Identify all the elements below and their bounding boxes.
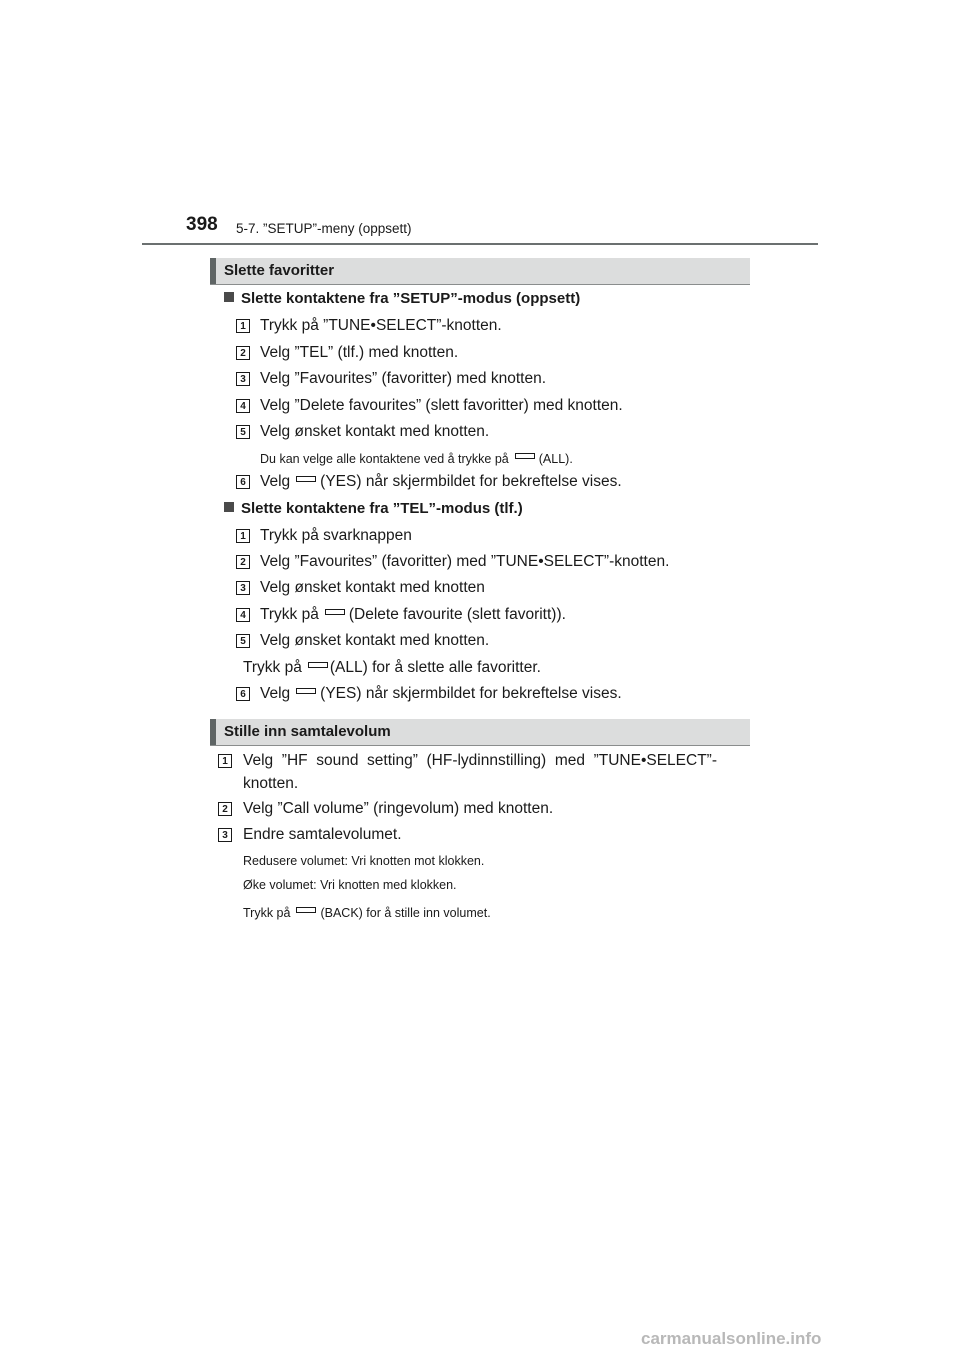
subheading-setup-mode <box>224 290 580 307</box>
step-text: Velg ønsket kontakt med knotten. <box>260 632 490 649</box>
step-text: Velg ”HF sound setting” (HF-lydinnstilling) med ”TUNE•SELECT”- <box>243 752 717 769</box>
step-number-icon: 2 <box>236 555 250 569</box>
button-glyph-icon <box>296 688 316 694</box>
note-select-all: Du kan velge alle kontaktene ved å trykke på (ALL). <box>260 452 573 466</box>
square-bullet-icon <box>224 502 234 512</box>
step-text: Velg ”Delete favourites” (slett favoritter) med knotten. <box>260 397 623 414</box>
section-bar <box>210 258 216 284</box>
button-glyph-icon <box>296 907 316 913</box>
button-glyph-icon <box>325 609 345 615</box>
step-number-icon: 4 <box>236 399 250 413</box>
note-increase: Øke volumet: Vri knotten med klokken. <box>243 878 457 892</box>
step-number-icon: 3 <box>236 372 250 386</box>
button-glyph-icon <box>296 476 316 482</box>
step-text: Velg ønsket kontakt med knotten <box>260 579 485 596</box>
step-text: Velg ønsket kontakt med knotten. <box>260 423 490 440</box>
step-number-icon: 5 <box>236 425 250 439</box>
step-number-icon: 4 <box>236 608 250 622</box>
watermark: carmanualsonline.info <box>641 1329 822 1348</box>
step-number-icon: 2 <box>218 802 232 816</box>
step-text: Velg ”TEL” (tlf.) med knotten. <box>260 344 459 361</box>
note-decrease: Redusere volumet: Vri knotten mot klokken. <box>243 854 485 868</box>
note-back: Trykk på (BACK) for å stille inn volumet. <box>243 906 491 920</box>
step-text: Trykk på ”TUNE•SELECT”-knotten. <box>260 317 502 334</box>
page-number: 398 <box>186 214 218 235</box>
step-text: Velg ”Favourites” (favoritter) med ”TUNE•SELECT”-knotten. <box>260 553 670 570</box>
step-number-icon: 1 <box>218 754 232 768</box>
button-glyph-icon <box>515 453 535 459</box>
step-text-cont: knotten. <box>243 775 299 792</box>
step-text: Trykk på (Delete favourite (slett favoritt)). <box>260 606 566 623</box>
step-number-icon: 2 <box>236 346 250 360</box>
header-rule <box>142 243 818 245</box>
step-text: Endre samtalevolumet. <box>243 826 402 843</box>
subheading-text: Slette kontaktene fra ”SETUP”-modus (oppsett) <box>241 290 581 307</box>
step-number-icon: 1 <box>236 319 250 333</box>
step-number-icon: 3 <box>218 828 232 842</box>
step-number-icon: 5 <box>236 634 250 648</box>
square-bullet-icon <box>224 292 234 302</box>
section-heading-stille-inn-samtalevolum <box>210 719 750 746</box>
step-text: Velg ”Favourites” (favoritter) med knotten. <box>260 370 547 387</box>
button-glyph-icon <box>308 662 328 668</box>
step-text: Trykk på svarknappen <box>260 527 412 544</box>
section-title: Slette favoritter <box>224 262 335 279</box>
subheading-tel-mode <box>224 500 523 517</box>
step-number-icon: 6 <box>236 475 250 489</box>
step-note-delete-all: Trykk på (ALL) for å slette alle favoritter. <box>243 659 541 676</box>
step-number-icon: 6 <box>236 687 250 701</box>
subheading-text: Slette kontaktene fra ”TEL”-modus (tlf.) <box>241 500 523 517</box>
section-title: Stille inn samtalevolum <box>224 723 391 740</box>
chapter-title: 5-7. ”SETUP”-meny (oppsett) <box>236 221 412 236</box>
step-text: Velg (YES) når skjermbildet for bekreftelse vises. <box>260 685 622 702</box>
step-number-icon: 3 <box>236 581 250 595</box>
step-text: Velg ”Call volume” (ringevolum) med knotten. <box>243 800 554 817</box>
step-number-icon: 1 <box>236 529 250 543</box>
step-text: Velg (YES) når skjermbildet for bekreftelse vises. <box>260 473 622 490</box>
section-heading-slette-favoritter <box>210 258 750 285</box>
section-bar <box>210 719 216 745</box>
